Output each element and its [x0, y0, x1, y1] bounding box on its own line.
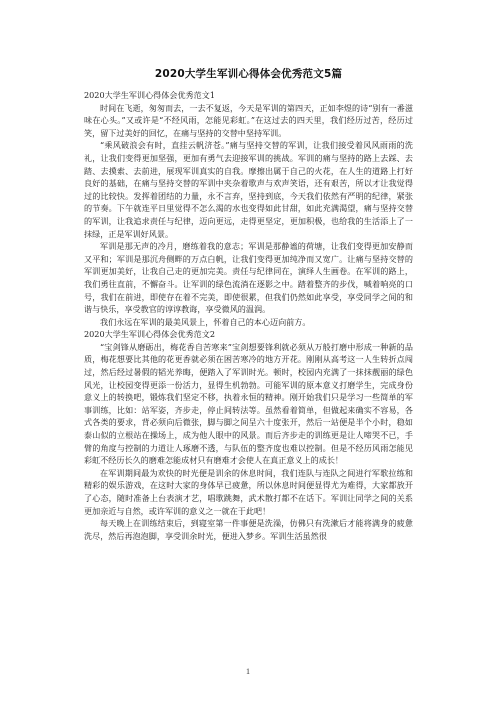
document-title: 2020大学生军训心得体会优秀范文5篇 [154, 68, 343, 80]
paragraph: “宝剑锋从磨砺出，梅花香自苦寒来”宝剑想要锋利就必须从万般打磨中形成一种新的品质，梅花想要比其他的花更香就必须在困苦寒冷的地方开花。刚刚从高考这一人生转折点闯过，然后经过暑假的韬光养晦，便踏入了军训时光。顿时，校园内充满了一抹抹靓丽的绿色风光，让校园变得更添一份活力，显得生机勃勃。可能军训的原本意义打磨学生，完成身份意义上的转换吧，锻炼我们坚定不移，执着永恒的精神。刚开始我们只是学习一些简单的军事训练，比如：站军姿，齐步走，停止间转法等。虽然看着简单，但做起来确实不容易，各式各类的要求，背必须向后微张，脚与脚之间呈六十度张开，然后一站便是半个小时，稳如泰山似的立根站在操场上，成为他人眼中的风景。而后齐步走的训练更是让人啼哭不已，手臂的角度与控制的力道让人琢磨不透，与队伍的整齐度也难以控制。但是不经历风雨怎能见彩虹不经历长久的磨难怎能成材只有磨难才会使人在真正意义上的成长！ [84, 341, 413, 466]
page-number: 1 [246, 667, 250, 676]
paragraph: “乘风破浪会有时，直挂云帆济苍。”痛与坚持交替的军训，让我们接受着风风雨雨的洗礼，让我们变得更加坚强，更加有勇气去迎接军训的挑战。军训的痛与坚持的路上去踩、去踏、去摸索、去前进，展现军训真实的自我。摩擦出属于自己的火花，在人生的道路上打好良好的基础，在痛与坚持交替的军训中夹杂着歌声与欢声笑语，还有艰苦，所以才让我觉得过的比较快。发挥着团结的力量，永不言弃，坚持到底，今天我们依然有严明的纪律，紧张的节奏。下午就连平日里觉得不怎么渴的水也变得如此甘甜，如此充满渴望，痛与坚持交替的军训，让我追求责任与纪律，迈向更远，走得更坚定，更加积极，也给我的生活添上了一抹绿，正是军训好风景。 [84, 140, 413, 239]
section-heading: 2020大学生军训心得体会优秀范文1 [84, 90, 215, 100]
section-heading: 2020大学生军训心得体会优秀范文2 [84, 329, 215, 340]
paragraph: 在军训期间最为欢快的时光便是训余的休息时间，我们连队与连队之间进行军歌拉练和精彩的娱乐游戏，在这时大家的身体早已疲惫，所以休息时间便显得尤为难得，大家都放开了心态，随时准备上台表演才艺，唱歌跳舞，武术散打都不在话下。军训让同学之间的关系更加亲近与自然，或许军训的意义之一就在于此吧！ [84, 467, 413, 516]
paragraph: 我们永远在军训的最美风景上，怀着自己的本心迈向前方。 [100, 316, 311, 327]
paragraph: 军训是那无声的冷月，磨练着我的意志；军训是那静谧的荷塘，让我们变得更加安静而又平和；军训是那沉舟侧畔的万点白帆，让我们变得更加纯净而又宽广。让痛与坚持交替的军训更加美好，让我自己走的更加完美。责任与纪律同在，演绎人生画卷。在军训的路上，我们勇往直前，不懈奋斗。让军训的绿色流淌在逐影之中。踏着整齐的步伐，喊着响亮的口号，我们在前进，即使存在着不完美，即使很累，但我们仍然如此享受，享受同学之间的和谐与快乐，享受教官的谆谆教诲，享受微风的温润。 [84, 241, 413, 315]
paragraph: 时间在飞逝，匆匆而去，一去不复返，今天是军训的第四天，正如李煜的诗“别有一番滋味在心头。”又或许是“不经风雨，怎能见彩虹。”在这过去的四天里，我们经历过苦，经历过笑，留下过美好的回忆，在痛与坚持的交替中坚持军训。 [84, 102, 413, 138]
paragraph: 每天晚上在训练结束后，到寝室第一件事便是洗澡，仿佛只有洗漱后才能将满身的疲惫洗尽，然后再泡泡脚，享受训余时光，便进入梦乡。军训生活虽然很 [84, 518, 413, 541]
document-body [84, 89, 413, 542]
